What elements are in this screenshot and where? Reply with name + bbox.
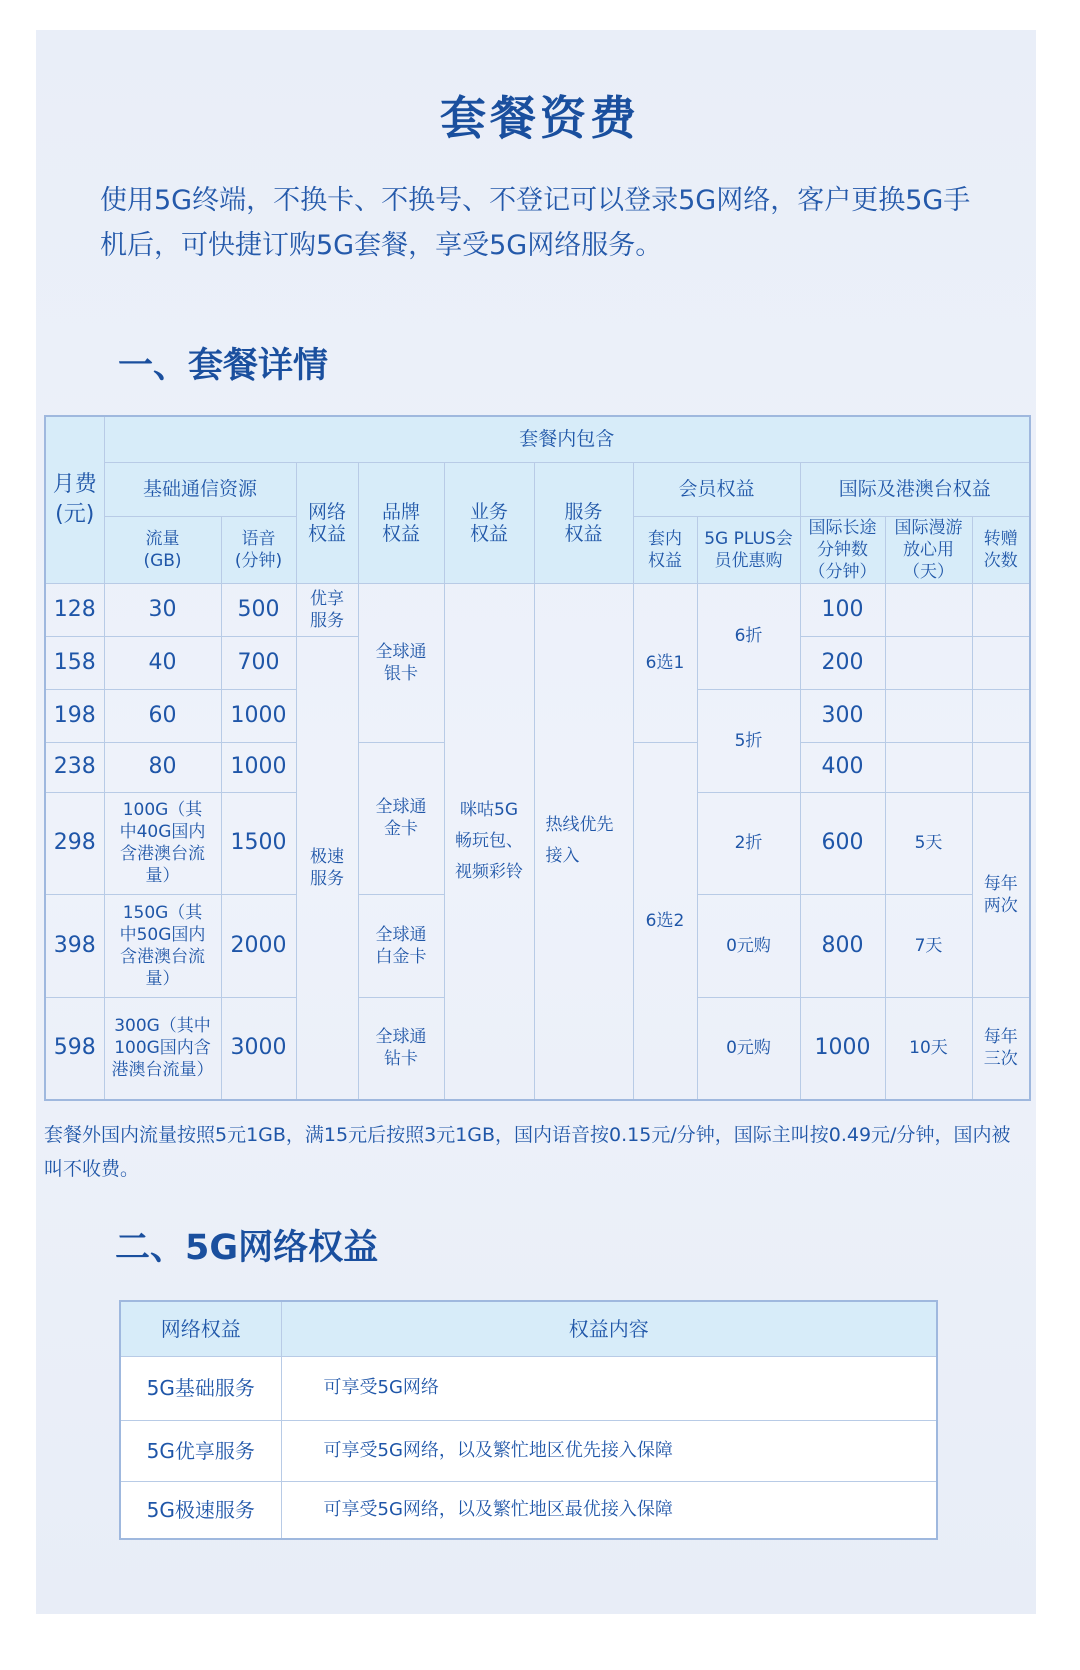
in-plan-cell: 6选2 bbox=[633, 742, 697, 1100]
header-right: 网络权益 bbox=[120, 1301, 281, 1356]
section-heading-plan-details: 一、套餐详情 bbox=[118, 346, 329, 386]
intl-minutes-cell: 100 bbox=[800, 583, 885, 636]
header-intl-minutes: 国际长途分钟数（分钟） bbox=[800, 516, 885, 583]
fee-cell: 398 bbox=[45, 894, 104, 997]
transfer-cell bbox=[972, 583, 1030, 636]
header-voice: 语音(分钟) bbox=[221, 516, 296, 583]
transfer-cell bbox=[972, 689, 1030, 742]
overage-note: 套餐外国内流量按照5元1GB，满15元后按照3元1GB，国内语音按0.15元/分钟，国际主叫按0.49元/分钟，国内被叫不收费。 bbox=[44, 1124, 1011, 1180]
voice-cell: 500 bbox=[221, 583, 296, 636]
network-rights-table bbox=[119, 1300, 938, 1540]
voice-cell: 700 bbox=[221, 636, 296, 689]
header-in-plan: 套内权益 bbox=[633, 516, 697, 583]
network-cell: 优享服务 bbox=[296, 583, 358, 636]
in-plan-cell: 6选1 bbox=[633, 583, 697, 742]
transfer-cell: 每年三次 bbox=[972, 997, 1030, 1100]
service-cell: 热线优先接入 bbox=[534, 583, 633, 1100]
header-business: 业务权益 bbox=[444, 462, 534, 583]
header-intl: 国际及港澳台权益 bbox=[800, 462, 1030, 516]
voice-cell: 2000 bbox=[221, 894, 296, 997]
data-cell: 30 bbox=[104, 583, 221, 636]
intl-minutes-cell: 300 bbox=[800, 689, 885, 742]
roaming-cell: 10天 bbox=[885, 997, 972, 1100]
plus-cell: 6折 bbox=[697, 583, 800, 689]
transfer-cell bbox=[972, 636, 1030, 689]
voice-cell: 1500 bbox=[221, 792, 296, 894]
table-row bbox=[120, 1356, 937, 1420]
roaming-cell bbox=[885, 689, 972, 742]
roaming-cell bbox=[885, 742, 972, 792]
voice-cell: 1000 bbox=[221, 742, 296, 792]
intl-minutes-cell: 600 bbox=[800, 792, 885, 894]
content-cell: 可享受5G网络 bbox=[281, 1356, 937, 1420]
transfer-cell bbox=[972, 742, 1030, 792]
page-title: 套餐资费 bbox=[440, 91, 640, 145]
data-cell: 150G（其中50G国内含港澳台流量） bbox=[104, 894, 221, 997]
plus-cell: 2折 bbox=[697, 792, 800, 894]
header-service: 服务权益 bbox=[534, 462, 633, 583]
network-cell: 极速服务 bbox=[296, 636, 358, 1100]
fee-cell: 298 bbox=[45, 792, 104, 894]
header-content: 权益内容 bbox=[281, 1301, 937, 1356]
plus-cell: 0元购 bbox=[697, 997, 800, 1100]
fee-cell: 198 bbox=[45, 689, 104, 742]
header-brand: 品牌权益 bbox=[358, 462, 444, 583]
plus-cell: 5折 bbox=[697, 689, 800, 792]
data-cell: 60 bbox=[104, 689, 221, 742]
fee-cell: 158 bbox=[45, 636, 104, 689]
header-roaming: 国际漫游放心用（天） bbox=[885, 516, 972, 583]
roaming-cell bbox=[885, 583, 972, 636]
header-monthly-fee: 月费(元) bbox=[45, 416, 104, 583]
voice-cell: 1000 bbox=[221, 689, 296, 742]
fee-cell: 238 bbox=[45, 742, 104, 792]
roaming-cell bbox=[885, 636, 972, 689]
voice-cell: 3000 bbox=[221, 997, 296, 1100]
plan-table bbox=[44, 415, 1031, 1101]
intl-minutes-cell: 800 bbox=[800, 894, 885, 997]
roaming-cell: 5天 bbox=[885, 792, 972, 894]
header-data: 流量(GB) bbox=[104, 516, 221, 583]
intl-minutes-cell: 200 bbox=[800, 636, 885, 689]
right-cell: 5G优享服务 bbox=[120, 1420, 281, 1481]
data-cell: 300G（其中100G国内含港澳台流量） bbox=[104, 997, 221, 1100]
intro-text: 使用5G终端，不换卡、不换号、不登记可以登录5G网络，客户更换5G手机后，可快捷订购5G套餐，享受5G网络服务。 bbox=[100, 185, 971, 261]
content-cell: 可享受5G网络，以及繁忙地区优先接入保障 bbox=[281, 1420, 937, 1481]
header-member: 会员权益 bbox=[633, 462, 800, 516]
header-plus: 5G PLUS会员优惠购 bbox=[697, 516, 800, 583]
fee-cell: 128 bbox=[45, 583, 104, 636]
brand-cell: 全球通金卡 bbox=[358, 742, 444, 894]
header-transfer: 转赠次数 bbox=[972, 516, 1030, 583]
data-cell: 100G（其中40G国内含港澳台流量） bbox=[104, 792, 221, 894]
transfer-cell: 每年两次 bbox=[972, 792, 1030, 997]
fee-cell: 598 bbox=[45, 997, 104, 1100]
table-row bbox=[120, 1481, 937, 1539]
header-basic: 基础通信资源 bbox=[104, 462, 296, 516]
table-row bbox=[45, 583, 1030, 636]
content-cell: 可享受5G网络，以及繁忙地区最优接入保障 bbox=[281, 1481, 937, 1539]
header-included: 套餐内包含 bbox=[104, 416, 1030, 462]
brand-cell: 全球通银卡 bbox=[358, 583, 444, 742]
intl-minutes-cell: 1000 bbox=[800, 997, 885, 1100]
right-cell: 5G基础服务 bbox=[120, 1356, 281, 1420]
brand-cell: 全球通白金卡 bbox=[358, 894, 444, 997]
plus-cell: 0元购 bbox=[697, 894, 800, 997]
section-heading-5g-rights: 二、5G网络权益 bbox=[115, 1228, 379, 1268]
table-row bbox=[120, 1420, 937, 1481]
intl-minutes-cell: 400 bbox=[800, 742, 885, 792]
data-cell: 40 bbox=[104, 636, 221, 689]
business-cell: 咪咕5G畅玩包、视频彩铃 bbox=[444, 583, 534, 1100]
data-cell: 80 bbox=[104, 742, 221, 792]
roaming-cell: 7天 bbox=[885, 894, 972, 997]
brand-cell: 全球通钻卡 bbox=[358, 997, 444, 1100]
header-network: 网络权益 bbox=[296, 462, 358, 583]
right-cell: 5G极速服务 bbox=[120, 1481, 281, 1539]
